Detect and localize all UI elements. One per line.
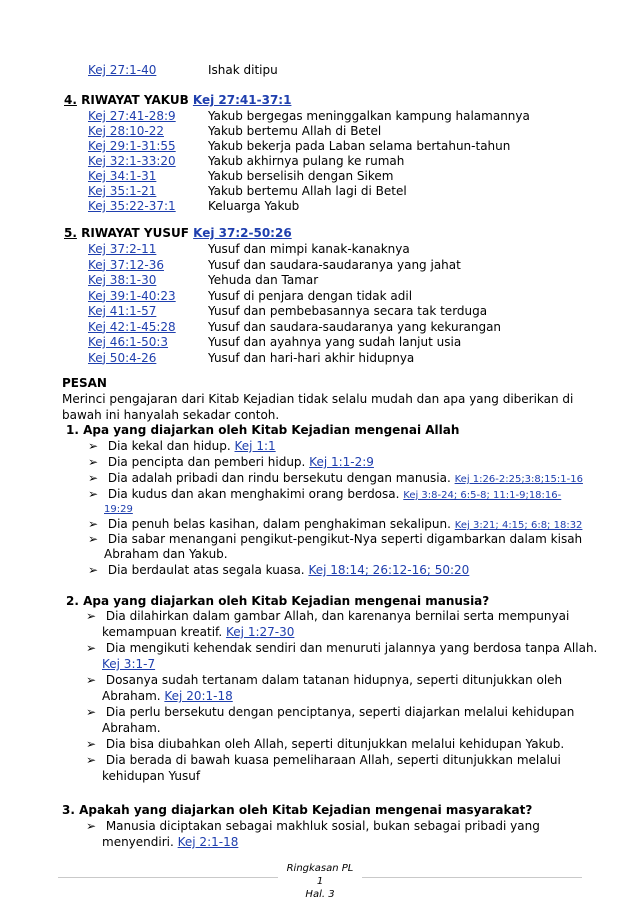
row-description: Yusuf dan saudara-saudaranya yang jahat — [208, 257, 461, 272]
row-description: Yakub berselisih dengan Sikem — [208, 169, 394, 183]
arrow-bullet-icon: ➢ — [88, 455, 99, 469]
row-description: Ishak ditipu — [208, 63, 278, 77]
scripture-link[interactable]: Kej 3:8-24; 6:5-8; 11:1-9;18:16- — [403, 490, 562, 501]
scripture-link[interactable]: Kej 38:1-30 — [88, 273, 157, 287]
arrow-bullet-icon: ➢ — [86, 819, 97, 833]
bullet-text: menyendiri. — [102, 835, 178, 849]
list-item — [88, 486, 561, 504]
row-description: Keluarga Yakub — [208, 199, 300, 213]
scripture-link[interactable]: Kej 3:1-7 — [102, 657, 156, 671]
list-item — [86, 640, 597, 656]
footer-title: Ringkasan PL — [286, 863, 354, 874]
list-item — [88, 438, 276, 454]
list-item-continuation: Abraham dan Yakub. — [104, 547, 228, 561]
list-item-continuation — [102, 834, 238, 850]
arrow-bullet-icon: ➢ — [86, 609, 97, 623]
section-heading-yusuf — [64, 226, 292, 240]
section-title: RIWAYAT YUSUF — [81, 226, 189, 240]
scripture-link[interactable]: Kej 37:2-11 — [88, 242, 157, 256]
row-description: Yakub bertemu Allah di Betel — [208, 124, 382, 138]
arrow-bullet-icon: ➢ — [88, 563, 99, 577]
footer-page-label: Hal. 3 — [305, 889, 335, 900]
scripture-link[interactable]: Kej 46:1-50:3 — [88, 335, 169, 349]
bullet-text: Dia berada di bawah kuasa pemeliharaan Allah, seperti ditunjukkan melalui — [105, 753, 561, 767]
arrow-bullet-icon: ➢ — [88, 439, 99, 453]
scripture-link[interactable]: Kej 35:1-21 — [88, 184, 157, 198]
arrow-bullet-icon: ➢ — [88, 471, 99, 485]
scripture-link[interactable]: Kej 37:12-36 — [88, 257, 164, 272]
scripture-link[interactable]: Kej 27:41-28:9 — [88, 109, 176, 123]
question-2-heading: 2. Apa yang diajarkan oleh Kitab Kejadian mengenai manusia? — [66, 594, 490, 608]
scripture-link[interactable]: Kej 35:22-37:1 — [88, 199, 176, 213]
list-item-continuation — [102, 688, 233, 704]
scripture-link[interactable]: Kej 42:1-45:28 — [88, 319, 176, 334]
bullet-text: Dia mengikuti kehendak sendiri dan menuruti jalannya yang berdosa tanpa Allah. — [105, 641, 598, 655]
page-footer — [280, 862, 360, 901]
row-description: Yusuf di penjara dengan tidak adil — [208, 288, 413, 303]
scripture-link[interactable]: Kej 1:1 — [234, 439, 276, 453]
row-description: Yakub akhirnya pulang ke rumah — [208, 154, 405, 168]
scripture-link[interactable]: Kej 41:1-57 — [88, 304, 157, 318]
list-item-continuation: Abraham. — [102, 721, 161, 735]
list-item — [88, 562, 469, 578]
bullet-text: Abraham. — [102, 689, 165, 703]
list-item — [86, 752, 561, 768]
list-item-continuation: kehidupan Yusuf — [102, 769, 201, 783]
bullet-text: Dia perlu bersekutu dengan penciptanya, seperti diajarkan melalui kehidupan — [105, 705, 575, 719]
bullet-text: kemampuan kreatif. — [102, 625, 227, 639]
question-3-heading: 3. Apakah yang diajarkan oleh Kitab Kejadian mengenai masyarakat? — [62, 803, 533, 817]
scripture-link[interactable]: Kej 2:1-18 — [177, 835, 239, 849]
section-number: 5. — [64, 226, 77, 240]
bullet-text: Dia dilahirkan dalam gambar Allah, dan karenanya bernilai serta mempunyai — [105, 609, 570, 623]
bullet-text: Dia adalah pribadi dan rindu bersekutu dengan manusia. — [107, 471, 455, 485]
row-description: Yusuf dan mimpi kanak-kanaknya — [208, 242, 410, 256]
arrow-bullet-icon: ➢ — [86, 737, 97, 751]
list-item — [88, 531, 582, 547]
scripture-link[interactable]: Kej 32:1-33:20 — [88, 154, 176, 168]
list-item-continuation — [102, 624, 294, 640]
bullet-text: Dosanya sudah tertanam dalam tatanan hidupnya, seperti ditunjukkan oleh — [105, 673, 563, 687]
scripture-link[interactable]: Kej 1:26-2:25;3:8;15:1-16 — [454, 474, 583, 485]
list-item — [86, 818, 540, 834]
list-item — [88, 454, 374, 470]
row-description: Yakub bekerja pada Laban selama bertahun-tahun — [208, 139, 511, 153]
footer-divider — [362, 877, 582, 878]
scripture-link[interactable]: Kej 29:1-31:55 — [88, 139, 176, 153]
section-heading-yakub — [64, 93, 291, 107]
list-item-continuation — [102, 656, 155, 672]
arrow-bullet-icon: ➢ — [88, 487, 99, 501]
row-description: Yusuf dan hari-hari akhir hidupnya — [208, 350, 415, 365]
row-description: Yakub bergegas meninggalkan kampung halamannya — [208, 109, 530, 123]
bullet-text: Dia kekal dan hidup. — [107, 439, 235, 453]
scripture-link[interactable]: Kej 20:1-18 — [164, 689, 233, 703]
scripture-link[interactable]: Kej 50:4-26 — [88, 350, 157, 365]
question-1-heading: 1. Apa yang diajarkan oleh Kitab Kejadian mengenai Allah — [66, 423, 460, 437]
arrow-bullet-icon: ➢ — [86, 753, 97, 767]
scripture-link[interactable]: Kej 3:21; 4:15; 6:8; 18:32 — [454, 520, 583, 531]
arrow-bullet-icon: ➢ — [86, 705, 97, 719]
list-item — [86, 704, 574, 720]
footer-divider — [58, 877, 278, 878]
list-item — [86, 672, 562, 688]
footer-page-number: 1 — [316, 876, 324, 887]
scripture-link[interactable]: Kej 27:41-37:1 — [192, 93, 292, 107]
bullet-text: Dia bisa diubahkan oleh Allah, seperti ditunjukkan melalui kehidupan Yakub. — [105, 737, 565, 751]
row-description: Yakub bertemu Allah lagi di Betel — [208, 184, 407, 198]
row-description: Yusuf dan ayahnya yang sudah lanjut usia — [208, 335, 462, 349]
scripture-link[interactable]: Kej 1:1-2:9 — [309, 455, 374, 469]
row-description: Yusuf dan pembebasannya secara tak terduga — [208, 304, 488, 318]
pesan-heading: PESAN — [62, 376, 107, 390]
bullet-text: Dia berdaulat atas segala kuasa. — [107, 563, 309, 577]
scripture-link[interactable]: Kej 34:1-31 — [88, 169, 157, 183]
scripture-link[interactable]: Kej 1:27-30 — [226, 625, 295, 639]
pesan-intro-line: bawah ini hanyalah sekadar contoh. — [62, 408, 280, 422]
scripture-link[interactable]: Kej 37:2-50:26 — [193, 226, 292, 240]
arrow-bullet-icon: ➢ — [88, 532, 99, 546]
scripture-link[interactable]: Kej 18:14; 26:12-16; 50:20 — [308, 563, 470, 577]
bullet-text: Dia sabar menangani pengikut-pengikut-Nya seperti digambarkan dalam kisah — [107, 532, 583, 546]
arrow-bullet-icon: ➢ — [86, 641, 97, 655]
bullet-text: Manusia diciptakan sebagai makhluk sosial, bukan sebagai pribadi yang — [105, 819, 540, 833]
scripture-link[interactable]: Kej 28:10-22 — [88, 124, 164, 138]
list-item — [86, 736, 564, 752]
scripture-link[interactable]: Kej 39:1-40:23 — [88, 288, 176, 303]
bullet-text: Dia pencipta dan pemberi hidup. — [107, 455, 310, 469]
bullet-text: Dia penuh belas kasihan, dalam penghakiman sekalipun. — [107, 517, 455, 531]
section-title: RIWAYAT YAKUB — [81, 93, 189, 107]
scripture-link[interactable]: Kej 27:1-40 — [88, 63, 157, 77]
arrow-bullet-icon: ➢ — [86, 673, 97, 687]
row-description: Yehuda dan Tamar — [208, 273, 319, 287]
arrow-bullet-icon: ➢ — [88, 517, 99, 531]
bullet-text: Dia kudus dan akan menghakimi orang berdosa. — [107, 487, 404, 501]
section-number: 4. — [64, 93, 77, 107]
row-description: Yusuf dan saudara-saudaranya yang kekurangan — [208, 319, 502, 334]
list-item — [86, 608, 569, 624]
scripture-link[interactable]: 19:29 — [104, 504, 133, 515]
pesan-intro-line: Merinci pengajaran dari Kitab Kejadian tidak selalu mudah dan apa yang diberikan di — [62, 392, 574, 406]
